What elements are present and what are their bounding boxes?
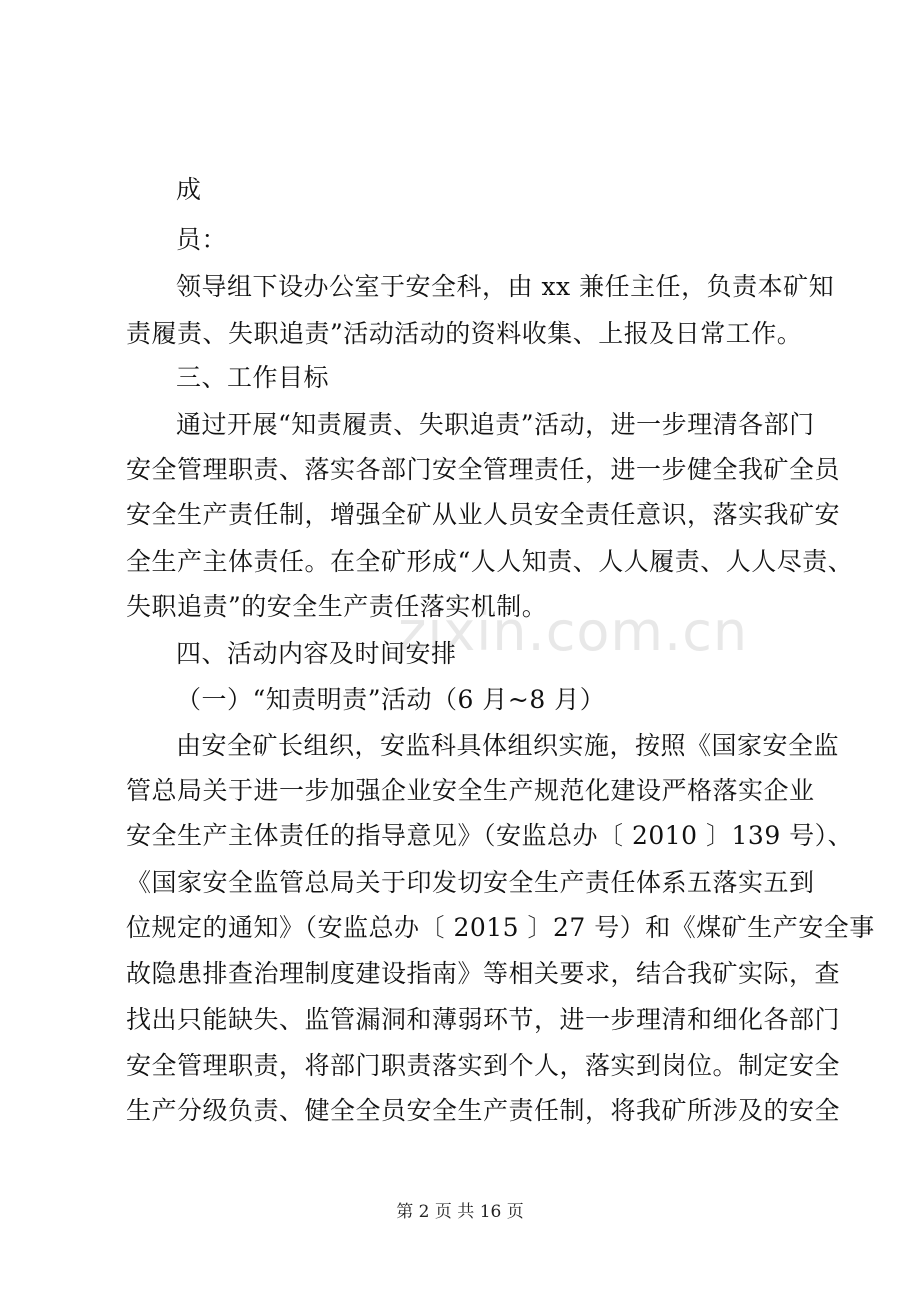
text-line-20: 安全管理职责，将部门职责落实到个人，落实到岗位。制定安全 bbox=[126, 1051, 841, 1080]
section-heading-3: 三、工作目标 bbox=[176, 363, 330, 392]
text-line-4: 责履责、失职追责”活动活动的资料收集、上报及日常工作。 bbox=[126, 319, 803, 348]
section-heading-4: 四、活动内容及时间安排 bbox=[176, 639, 457, 668]
text-line-8: 安全生产责任制，增强全矿从业人员安全责任意识，落实我矿安 bbox=[126, 500, 841, 529]
text-line-3: 领导组下设办公室于安全科，由 xx 兼任主任，负责本矿知 bbox=[176, 272, 835, 301]
text-line-21: 生产分级负责、健全全员安全生产责任制，将我矿所涉及的安全 bbox=[126, 1096, 841, 1125]
text-line-14: 管总局关于进一步加强企业安全生产规范化建设严格落实企业 bbox=[126, 776, 815, 805]
text-line-10: 失职追责”的安全生产责任落实机制。 bbox=[126, 592, 548, 621]
text-line-19: 找出只能缺失、监管漏洞和薄弱环节，进一步理清和细化各部门 bbox=[126, 1005, 841, 1034]
text-line-1: 成 bbox=[176, 175, 202, 204]
text-line-13: 由安全矿长组织，安监科具体组织实施，按照《国家安全监 bbox=[176, 731, 840, 760]
text-line-16: 《国家安全监管总局关于印发切安全生产责任体系五落实五到 bbox=[126, 868, 815, 897]
text-line-17: 位规定的通知》（安监总办〔 2015 〕27 号）和《煤矿生产安全事 bbox=[126, 913, 875, 942]
text-line-7: 安全管理职责、落实各部门安全管理责任，进一步健全我矿全员 bbox=[126, 455, 841, 484]
subsection-heading-1: （一）“知责明责”活动（6 月~8 月） bbox=[176, 685, 606, 714]
page-footer: 第 2 页 共 16 页 bbox=[396, 1202, 524, 1222]
text-line-15: 安全生产主体责任的指导意见》（安监总办〔 2010 〕139 号）、 bbox=[126, 821, 854, 850]
text-line-6: 通过开展“知责履责、失职追责”活动，进一步理清各部门 bbox=[176, 410, 815, 439]
watermark: zixin.com.cn bbox=[398, 600, 749, 663]
text-line-9: 全生产主体责任。在全矿形成“人人知责、人人履责、人人尽责、 bbox=[126, 547, 854, 576]
text-line-18: 故隐患排查治理制度建设指南》等相关要求，结合我矿实际，查 bbox=[126, 959, 841, 988]
text-line-2: 员： bbox=[176, 225, 228, 254]
